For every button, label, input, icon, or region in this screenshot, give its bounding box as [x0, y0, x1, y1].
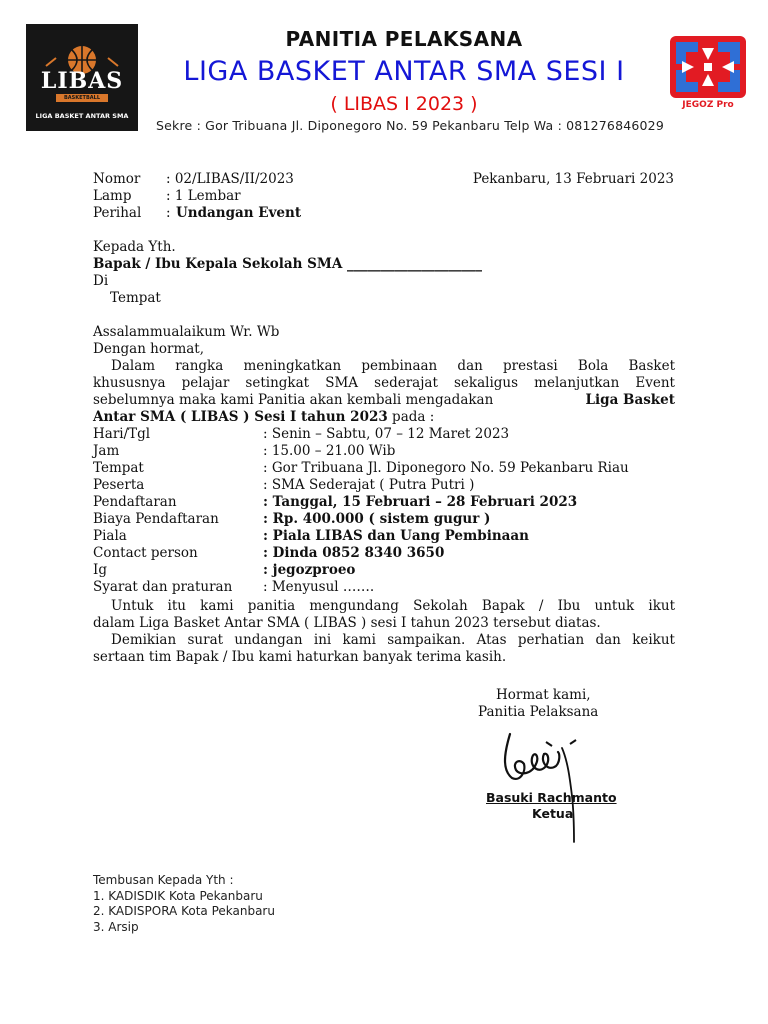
cc-item: 1. KADISDIK Kota Pekanbaru	[93, 888, 263, 903]
detail-value: : jegozproeo	[263, 562, 356, 578]
detail-label: Syarat dan praturan	[93, 579, 233, 595]
detail-value: : Menyusul …….	[263, 579, 375, 595]
lamp-label: Lamp	[93, 188, 132, 204]
lamp-value: : 1 Lembar	[166, 188, 241, 204]
detail-label: Hari/Tgl	[93, 426, 151, 442]
intro-line-3-event: Liga Basket	[585, 392, 675, 408]
libas-logo-brand: LIBAS	[40, 68, 124, 94]
closing-committee: Panitia Pelaksana	[478, 704, 599, 720]
detail-value: : Gor Tribuana Jl. Diponegoro No. 59 Pekanbaru Riau	[263, 460, 629, 476]
jegoz-logo	[668, 34, 748, 114]
opening: Dengan hormat,	[93, 341, 205, 357]
closing-line-1: Demikian surat undangan ini kami sampaikan. Atas perhatian dan keikut	[111, 632, 675, 648]
detail-value: : Rp. 400.000 ( sistem gugur )	[263, 511, 491, 527]
cc-item: 3. Arsip	[93, 919, 139, 934]
invitation-line-1: Untuk itu kami panitia mengundang Sekolah Bapak / Ibu untuk ikut	[111, 598, 675, 614]
signature-icon	[490, 718, 610, 848]
libas-logo-caption: LIGA BASKET ANTAR SMA	[35, 112, 129, 120]
intro-line-4: pada :	[387, 409, 435, 425]
detail-label: Peserta	[93, 477, 145, 493]
detail-value: : Dinda 0852 8340 3650	[263, 545, 445, 561]
intro-line-2: khususnya pelajar setingkat SMA sederajat sekaligus melanjutkan Event	[93, 375, 675, 391]
closing-line-2: sertaan tim Bapak / Ibu kami haturkan banyak terima kasih.	[93, 649, 507, 665]
closing-regards: Hormat kami,	[496, 687, 591, 703]
header-event-title: LIGA BASKET ANTAR SMA SESI I	[183, 56, 625, 87]
nomor-value: : 02/LIBAS/II/2023	[166, 171, 294, 187]
perihal-colon: :	[166, 205, 171, 221]
cc-list	[93, 873, 275, 935]
intro-line-3: sebelumnya maka kami Panitia akan kembali mengadakan	[93, 392, 494, 408]
header-event-year: ( LIBAS I 2023 )	[330, 93, 478, 115]
signatory-title: Ketua	[532, 806, 574, 821]
cc-heading: Tembusan Kepada Yth :	[93, 873, 234, 887]
detail-value: : Piala LIBAS dan Uang Pembinaan	[263, 528, 529, 544]
detail-label: Jam	[93, 443, 120, 459]
recipient-place: Tempat	[110, 290, 161, 306]
paragraph-intro	[93, 358, 675, 426]
invitation-line-2: dalam Liga Basket Antar SMA ( LIBAS ) sesi I tahun 2023 tersebut diatas.	[93, 615, 601, 631]
detail-label: Piala	[93, 528, 127, 544]
detail-label: Biaya Pendaftaran	[93, 511, 219, 527]
intro-line-1: Dalam rangka meningkatkan pembinaan dan prestasi Bola Basket	[111, 358, 675, 374]
header-address: Sekre : Gor Tribuana Jl. Diponegoro No. 59 Pekanbaru Telp Wa : 081276846029	[156, 118, 664, 133]
cc-item: 2. KADISPORA Kota Pekanbaru	[93, 904, 275, 918]
recipient-di: Di	[93, 273, 109, 289]
libas-logo-tagline: BASKETBALL	[56, 94, 108, 102]
jegoz-logo-caption: JEGOZ Pro	[682, 100, 734, 110]
detail-value: : SMA Sederajat ( Putra Putri )	[263, 477, 475, 493]
salutation: Assalammualaikum Wr. Wb	[93, 324, 280, 340]
signatory-name: Basuki Rachmanto	[486, 790, 617, 805]
detail-value: : Senin – Sabtu, 07 – 12 Maret 2023	[263, 426, 510, 442]
detail-label: Pendaftaran	[93, 494, 177, 510]
detail-value: : 15.00 – 21.00 Wib	[263, 443, 396, 459]
intro-line-4-event: Antar SMA ( LIBAS ) Sesi I tahun 2023	[93, 409, 388, 425]
header-committee: PANITIA PELAKSANA	[285, 27, 523, 51]
nomor-label: Nomor	[93, 171, 141, 187]
perihal-label: Perihal	[93, 205, 142, 221]
detail-value: : Tanggal, 15 Februari – 28 Februari 2023	[263, 494, 578, 510]
detail-label: Contact person	[93, 545, 198, 561]
paragraph-invitation	[93, 598, 675, 666]
detail-label: Ig	[93, 562, 107, 578]
place-date: Pekanbaru, 13 Februari 2023	[472, 171, 674, 187]
perihal-value: Undangan Event	[176, 205, 302, 221]
recipient-name: Bapak / Ibu Kepala Sekolah SMA ____________________	[93, 256, 483, 272]
recipient-greeting: Kepada Yth.	[93, 239, 176, 255]
detail-label: Tempat	[93, 460, 144, 476]
